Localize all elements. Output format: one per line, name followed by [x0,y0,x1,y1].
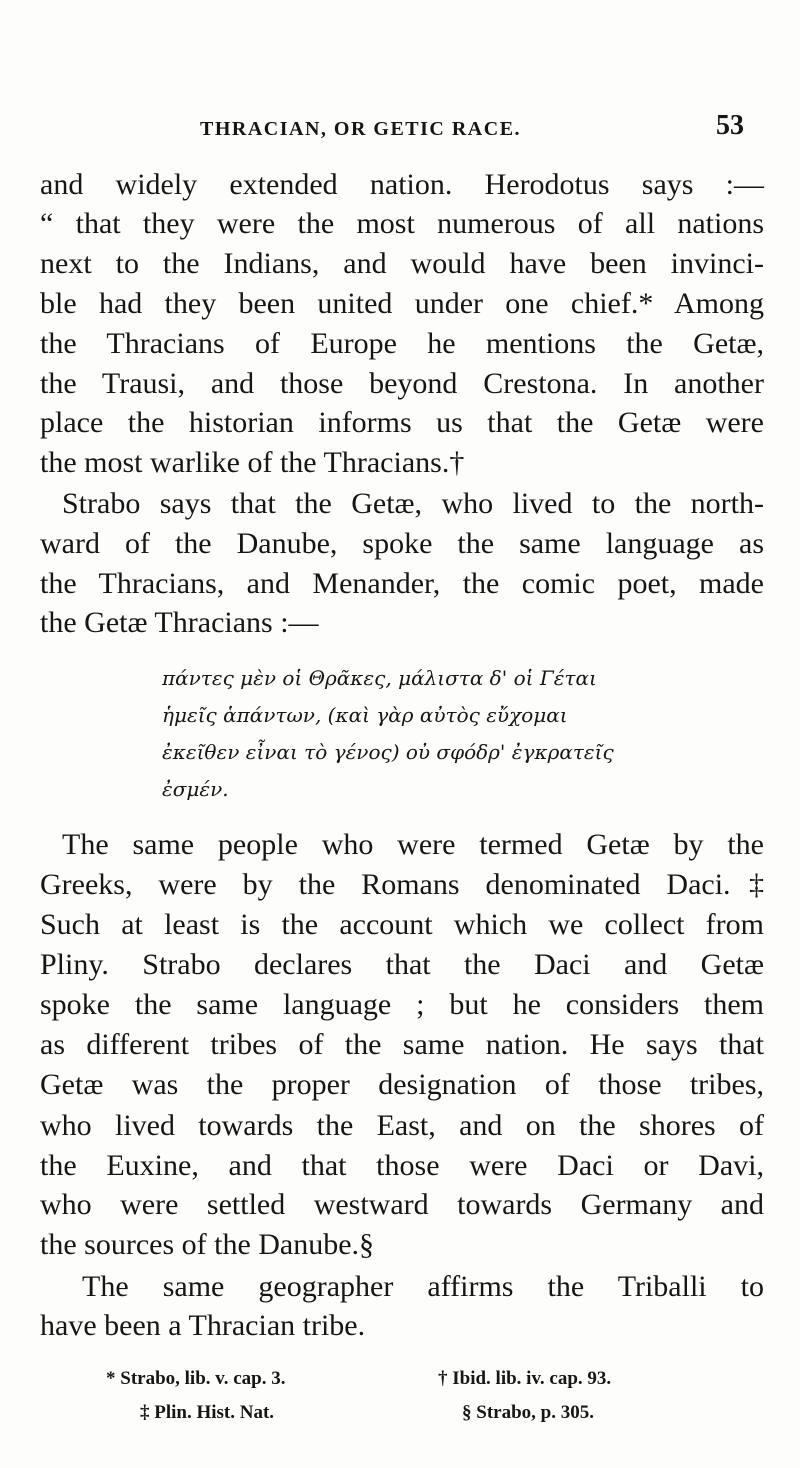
footnote-1: * Strabo, lib. v. cap. 3. [106,1368,286,1389]
text-line: the Trausi, and those beyond Crestona. In another [40,367,764,400]
running-head: THRACIAN, OR GETIC RACE. [200,118,522,140]
footnote-2: † Ibid. lib. iv. cap. 93. [438,1368,612,1389]
text-line: Greeks, were by the Romans denominated Daci.‡ [40,868,764,901]
footnote-4: § Strabo, p. 305. [462,1402,594,1423]
text-line: who were settled westward towards Germany and [40,1188,764,1221]
page-number: 53 [716,110,744,141]
greek-quote-line: ἐκεῖθεν εἶναι τὸ γένος) οὐ σφόδρ' ἐγκρατεῖς [162,740,614,764]
text-line: “ that they were the most numerous of all nations [40,207,764,240]
greek-quote-line: ἐσμέν. [162,777,229,801]
text-line: Pliny. Strabo declares that the Daci and Getæ [40,948,764,981]
text-line: next to the Indians, and would have been invinci- [40,247,764,280]
text-line: The same geographer affirms the Triballi to [82,1270,764,1303]
greek-quote-line: πάντες μὲν οἱ Θρᾶκες, μάλιστα δ' οἱ Γέται [162,666,597,690]
text-line: The same people who were termed Getæ by the [62,828,764,861]
text-line: the Thracians, and Menander, the comic poet, made [40,567,764,600]
text-line: have been a Thracian tribe. [40,1309,366,1342]
text-line: the Euxine, and that those were Daci or Davi, [40,1149,764,1182]
text-line: who lived towards the East, and on the shores of [40,1109,764,1142]
text-line: Strabo says that the Getæ, who lived to the north- [62,487,764,520]
text-line: Getæ was the proper designation of those tribes, [40,1068,764,1101]
text-line: Such at least is the account which we collect from [40,908,764,941]
text-line: the Getæ Thracians :— [40,606,319,639]
text-line: the sources of the Danube.§ [40,1228,375,1261]
text-line: place the historian informs us that the Getæ were [40,406,764,439]
footnote-3: ‡ Plin. Hist. Nat. [140,1402,275,1423]
text-line: ward of the Danube, spoke the same language as [40,527,764,560]
text-line: the Thracians of Europe he mentions the Getæ, [40,327,764,360]
greek-quote-line: ἡμεῖς ἁπάντων, (καὶ γὰρ αὐτὸς εὔχομαι [162,703,568,727]
text-line: the most warlike of the Thracians.† [40,446,465,479]
text-line: spoke the same language ; but he considers them [40,988,764,1021]
text-line: and widely extended nation. Herodotus says :— [40,168,764,201]
text-line: as different tribes of the same nation. He says that [40,1028,764,1061]
text-line: ble had they been united under one chief.* Among [40,287,764,320]
